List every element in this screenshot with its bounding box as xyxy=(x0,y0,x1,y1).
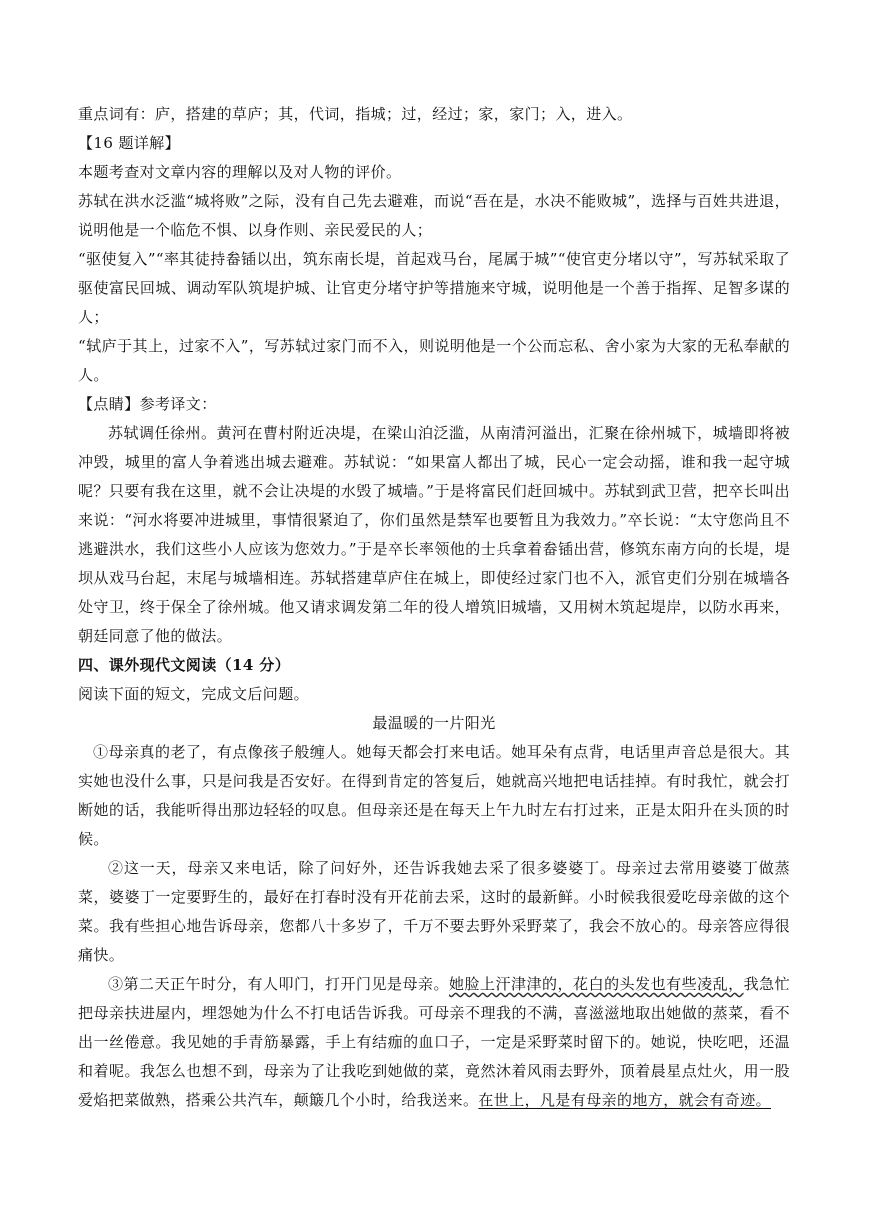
wavy-underlined-sentence: 她脸上汗津津的，花白的头发也有些凌乱， xyxy=(449,975,744,993)
section-heading-dianjing: 【点睛】参考译文： xyxy=(78,395,217,413)
paragraph-3-start: ③第二天正午时分，有人叩门，打开门见是母亲。 xyxy=(108,975,450,993)
article-title: 最温暖的一片阳光 xyxy=(372,714,496,732)
section-heading-16: 【16 题详解】 xyxy=(78,134,181,152)
paragraph-1: ①母亲真的老了，有点像孩子般缠人。她每天都会打来电话。她耳朵有点背，电话里声音总是很大。其实她也没什么事，只是问我是否安好。在得到肯定的答复后，她就高兴地把电话挂掉。有时我忙，就会打断她的话，我能听得出那边轻轻的叹息。但母亲还是在每天上午九时左右打过来，正是太阳升在头顶的时候。 xyxy=(78,743,790,848)
paragraph-analysis-2: “驱使复入”“率其徒持畚锸以出，筑东南长堤，首起戏马台，尾属于城”“使官吏分堵以守”，写苏轼采取了驱使富民回城、调动军队筑堤护城、让官吏分堵守护等措施来守城，说明他是一个善于指挥、足智多谋的人； xyxy=(78,250,790,326)
paragraph-instructions: 阅读下面的短文，完成文后问题。 xyxy=(78,685,310,703)
paragraph-translation: 苏轼调任徐州。黄河在曹村附近决堤，在梁山泊泛滥，从南清河溢出，汇聚在徐州城下，城墙即将被冲毁，城里的富人争着逃出城去避难。苏轼说：“如果富人都出了城，民心一定会动摇，谁和我一起守城呢？只要有我在这里，就不会让决堤的水毁了城墙。”于是将富民们赶回城中。苏轼到武卫营，把卒长叫出来说：“河水将要冲进城里，事情很紧迫了，你们虽然是禁军也要暂且为我效力。”卒长说：“太守您尚且不逃避洪水，我们这些小人应该为您效力。”于是卒长率领他的士兵拿着畚锸出营，修筑东南方向的长堤，堤坝从戏马台起，末尾与城墙相连。苏轼搭建草庐住在城上，即使经过家门也不入，派官吏们分别在城墙各处守卫，终于保全了徐州城。他又请求调发第二年的役人增筑旧城墙，又用树木筑起堤岸，以防水再来，朝廷同意了他的做法。 xyxy=(78,424,790,645)
underlined-sentence: 在世上，凡是有母亲的地方，就会有奇迹。 xyxy=(478,1091,772,1109)
document-page xyxy=(78,100,790,1115)
section-heading-reading: 四、课外现代文阅读（14 分） xyxy=(78,656,291,674)
paragraph-analysis-3: “轼庐于其上，过家不入”，写苏轼过家门而不入，则说明他是一个公而忘私、舍小家为大家的无私奉献的人。 xyxy=(78,337,790,384)
paragraph-3-middle: 我急忙把母亲扶进屋内，埋怨她为什么不打电话告诉我。可母亲不理我的不满，喜滋滋地取出她做的蒸菜，看不出一丝倦意。我见她的手青筋暴露，手上有结痂的血口子，一定是采野菜时留下的。她说，快吃吧，还温和着呢。我怎么也想不到，母亲为了让我吃到她做的菜，竟然沐着风雨去野外，顶着晨星点灶火，用一股爱焰把菜做熟，搭乘公共汽车，颠簸几个小时，给我送来。 xyxy=(78,975,790,1109)
paragraph-analysis-1: 苏轼在洪水泛滥“城将败”之际，没有自己先去避难，而说“吾在是，水决不能败城”，选择与百姓共进退，说明他是一个临危不惧、以身作则、亲民爱民的人； xyxy=(78,192,790,239)
paragraph-key-words: 重点词有：庐，搭建的草庐；其，代词，指城；过，经过；家，家门；入，进入。 xyxy=(78,105,633,123)
paragraph-2: ②这一天，母亲又来电话，除了问好外，还告诉我她去采了很多婆婆丁。母亲过去常用婆婆丁做蒸菜，婆婆丁一定要野生的，最好在打春时没有开花前去采，这时的最新鲜。小时候我很爱吃母亲做的这个菜。我有些担心地告诉母亲，您都八十多岁了，千万不要去野外采野菜了，我会不放心的。母亲答应得很痛快。 xyxy=(78,859,790,964)
paragraph-3 xyxy=(78,970,790,1115)
paragraph-question-intro: 本题考查对文章内容的理解以及对人物的评价。 xyxy=(78,163,402,181)
